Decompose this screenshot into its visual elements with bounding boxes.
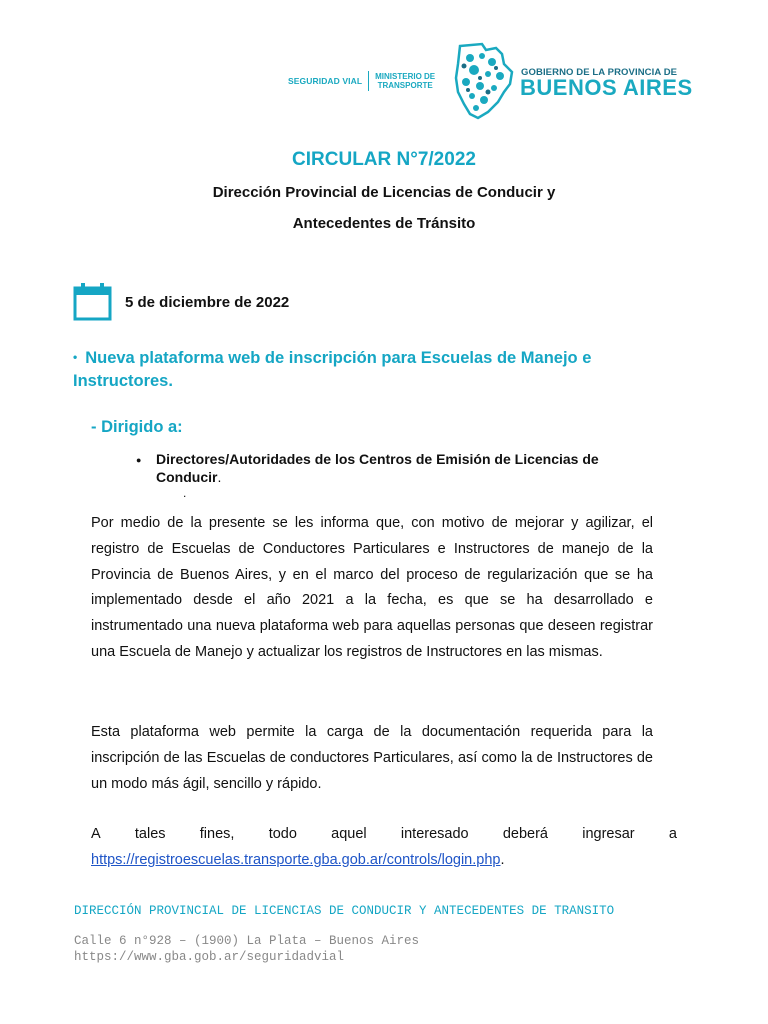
headline-bullet: • <box>73 350 78 364</box>
paragraph-2: Esta plataforma web permite la carga de la documentación requerida para la inscripción de las Escuelas de conductores Particulares, así como la de Instructores de un modo más ágil, sencillo y rápido. <box>91 724 653 792</box>
p3-word: todo <box>268 826 297 842</box>
recipients-bullet: ● <box>136 455 142 465</box>
p3-word: interesado <box>400 826 469 842</box>
calendar-icon <box>73 282 113 327</box>
recipients-period: . <box>217 469 222 485</box>
p3-word: fines, <box>199 826 235 842</box>
p3-word: deberá <box>502 826 548 842</box>
p3-word: aquel <box>331 826 367 842</box>
p3-word: a <box>668 826 677 842</box>
headline-text: Nueva plataforma web de inscripción para Escuelas de Manejo e Instructores. <box>73 349 592 390</box>
p3-word: A <box>91 826 101 842</box>
paragraph-3-line-2 <box>91 848 677 874</box>
ministerio-line2: TRANSPORTE <box>377 81 433 90</box>
ministerio-line1: MINISTERIO DE <box>375 72 436 81</box>
ministerio-transporte-text <box>375 72 435 90</box>
link-period: . <box>500 851 505 868</box>
p3-word: ingresar <box>582 826 635 842</box>
seguridad-vial-text: SEGURIDAD VIAL <box>288 76 363 86</box>
footer-address: Calle 6 n°928 – (1900) La Plata – Buenos Aires <box>74 934 420 948</box>
headline <box>73 346 663 393</box>
paragraph-3-line-1 <box>91 822 677 848</box>
dirigido-heading: - Dirigido a: <box>91 418 183 436</box>
recipients-text <box>156 450 656 486</box>
registro-escuelas-link[interactable]: https://registroescuelas.transporte.gba.gob.ar/controls/login.php <box>91 851 501 868</box>
stray-dot: . <box>183 486 187 500</box>
logo-separator <box>368 71 369 91</box>
buenos-aires-text: BUENOS AIRES <box>520 75 693 100</box>
paragraph-1: Por medio de la presente se les informa que, con motivo de mejorar y agilizar, el registro de Escuelas de Conductores Particulares e Instructores de manejo de la Provincia de Buenos Aires, y en el marco del proceso de regularización que se ha implementado desde el año 2021 a la fecha, es que se ha desarrollado e instrumentado una nueva plataforma web para aquellas personas que deseen registrar una Escuela de Manejo y actualizar los registros de Instructores en las mismas. <box>91 515 653 660</box>
paragraph-3 <box>91 822 677 874</box>
circular-title: CIRCULAR N°7/2022 <box>292 149 476 170</box>
seguridad-vial-logo <box>288 70 435 92</box>
footer-website: https://www.gba.gob.ar/seguridadvial <box>74 950 345 964</box>
p3-word: tales <box>134 826 166 842</box>
circular-date: 5 de diciembre de 2022 <box>125 294 290 311</box>
gobierno-provincia-text: GOBIERNO DE LA PROVINCIA DE <box>521 67 678 78</box>
recipients-bold: Directores/Autoridades de los Centros de Emisión de Licencias de Conducir <box>156 451 599 485</box>
subtitle-line-1: Dirección Provincial de Licencias de Conducir y <box>212 184 556 201</box>
footer-direccion: DIRECCIÓN PROVINCIAL DE LICENCIAS DE CONDUCIR Y ANTECEDENTES DE TRANSITO <box>74 904 615 918</box>
subtitle-line-2: Antecedentes de Tránsito <box>292 215 476 232</box>
buenos-aires-map-logo-icon <box>452 42 516 125</box>
